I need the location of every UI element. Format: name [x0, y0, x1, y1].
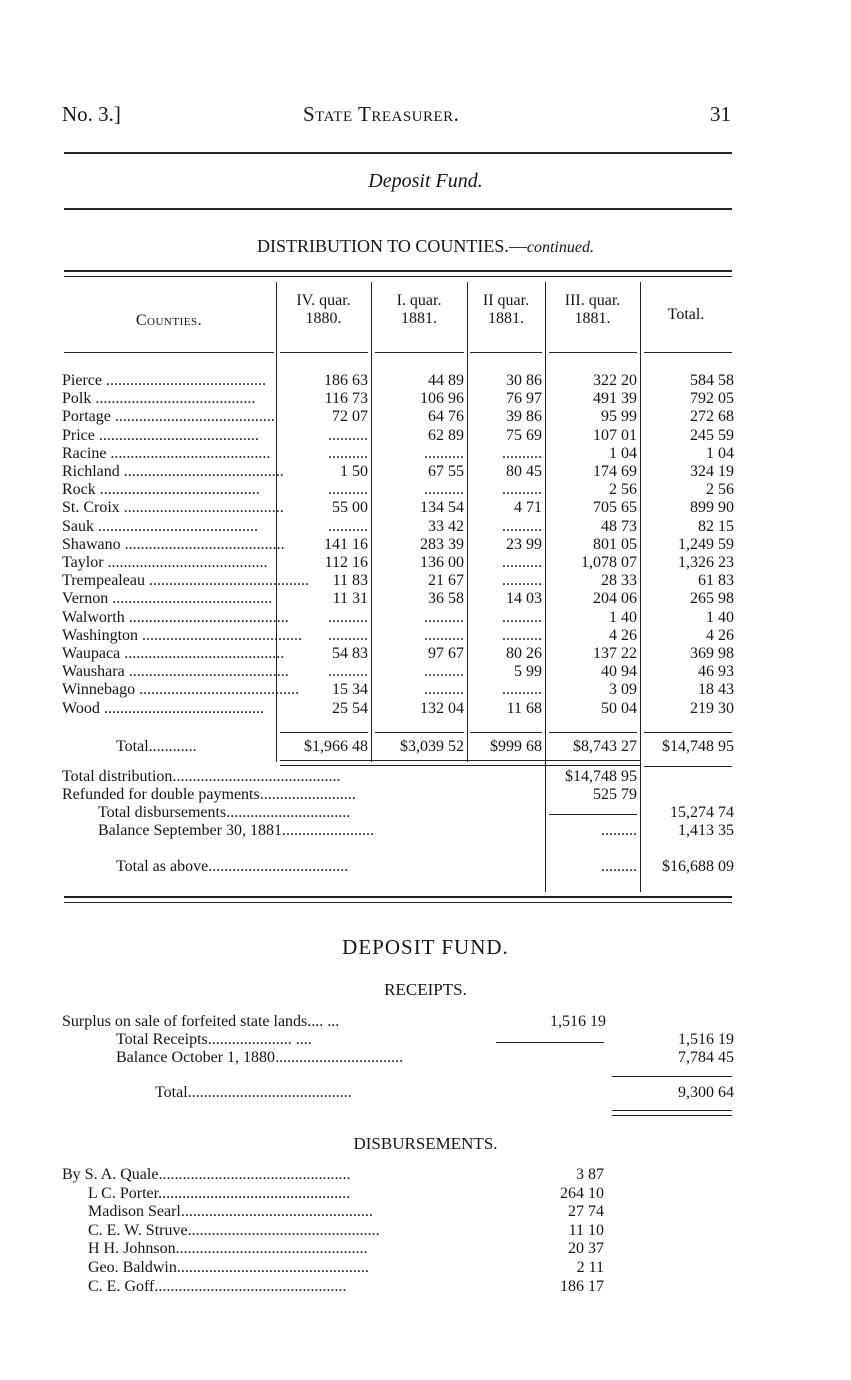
table-cell: 21 67: [428, 572, 464, 590]
col-header-q1-1881: [371, 292, 467, 328]
col-header-q2-1881: [467, 292, 545, 328]
table-cell: 14 03: [506, 590, 542, 608]
table-cell: 95 99: [601, 408, 637, 426]
total-grand: $14,748 95: [662, 738, 734, 755]
county-name: Vernon ........................................: [62, 590, 273, 608]
table-row: [0, 445, 851, 463]
col-header-line: I. quar.: [396, 292, 442, 309]
table-cell: 4 26: [609, 626, 637, 644]
table-cell: 1 40: [706, 608, 734, 626]
summary-balance-value: 1,413 35: [678, 822, 734, 839]
table-cell: 283 39: [420, 535, 464, 553]
table-cell: 36 58: [428, 590, 464, 608]
table-cell: 322 20: [593, 372, 637, 389]
summary-balance-leader: .........: [601, 822, 637, 839]
county-name: Waushara ........................................: [62, 663, 289, 681]
disbursement-value: 11 10: [568, 1221, 604, 1239]
receipts-rule: [496, 1042, 604, 1043]
county-name-text: Sauk: [62, 517, 94, 535]
county-name-text: Wood: [62, 699, 100, 717]
label-text: Surplus on sale of forfeited state lands: [62, 1013, 308, 1030]
total-receipts-label: Total Receipts..................... ....: [116, 1031, 312, 1048]
table-cell: 80 45: [506, 463, 542, 480]
table-row: [0, 609, 851, 627]
table-cell: 186 63: [324, 372, 368, 389]
county-name: Shawano ........................................: [62, 535, 285, 553]
county-name: Rock ........................................: [62, 481, 260, 499]
summary-total-distribution-label: Total distribution..........................................: [62, 768, 341, 785]
county-name: Taylor ........................................: [62, 554, 268, 571]
surplus-label: Surplus on sale of forfeited state lands.... ...: [62, 1013, 340, 1030]
summary-refunded-value: 525 79: [593, 786, 637, 803]
county-name: Wood ........................................: [62, 699, 264, 717]
disbursement-name-text: By S. A. Quale: [62, 1166, 159, 1183]
table-row: [0, 372, 851, 390]
label-text: Total Receipts: [116, 1031, 208, 1048]
table-cell: 48 73: [601, 517, 637, 535]
county-name-text: St. Croix: [62, 499, 120, 517]
table-cell: ..........: [502, 626, 542, 644]
table-row: [0, 645, 851, 663]
table-cell: 272 68: [690, 408, 734, 426]
deposit-fund-title: DEPOSIT FUND.: [342, 935, 509, 959]
col-header-line: III. quar.: [564, 292, 621, 309]
total-q1-1881: $3,039 52: [400, 738, 464, 755]
table-cell: 174 69: [593, 463, 637, 480]
table-cell: ..........: [328, 426, 368, 444]
col-header-total: Total.: [667, 306, 705, 323]
disbursement-name: L C. Porter................................................: [88, 1184, 351, 1202]
table-cell: 75 69: [506, 426, 542, 444]
table-cell: 106 96: [420, 390, 464, 408]
table-cell: ..........: [328, 481, 368, 499]
disbursement-name-text: Madison Searl: [88, 1203, 181, 1221]
county-name-text: Winnebago: [62, 681, 136, 699]
disbursement-name: By S. A. Quale................................................: [62, 1166, 351, 1183]
table-cell: 11 68: [506, 699, 542, 717]
table-cell: 369 98: [690, 645, 734, 662]
label-text: Total: [155, 1084, 188, 1101]
table-cell: 23 99: [506, 535, 542, 553]
county-name: Winnebago ........................................: [62, 681, 300, 699]
table-cell: 1 04: [706, 444, 734, 462]
table-cell: 50 04: [601, 699, 637, 717]
county-name: Price ........................................: [62, 426, 259, 444]
section-title: [0, 236, 851, 257]
table-cell: 265 98: [690, 590, 734, 608]
county-name-text: Waupaca: [62, 645, 121, 662]
table-row: [0, 408, 851, 426]
table-row: [0, 590, 851, 608]
table-cell: 491 39: [593, 390, 637, 408]
table-cell: 1 04: [609, 444, 637, 462]
summary-total-above-leader: .........: [601, 858, 637, 875]
table-row: [0, 627, 851, 645]
table-cell: 11 31: [332, 590, 368, 608]
disbursement-name-text: L C. Porter: [88, 1184, 159, 1202]
table-cell: ..........: [328, 663, 368, 681]
county-name: Richland ........................................: [62, 463, 284, 480]
table-cell: 2 56: [609, 481, 637, 499]
disbursement-value: 3 87: [576, 1166, 604, 1183]
label-text: Balance September 30, 1881: [98, 822, 282, 839]
table-cell: ..........: [424, 626, 464, 644]
table-cell: 245 59: [690, 426, 734, 444]
header-underline: [549, 352, 637, 353]
table-cell: 584 58: [690, 372, 734, 389]
table-bottom-rule-1: [64, 896, 732, 898]
table-cell: ..........: [328, 517, 368, 535]
summary-balance-label: Balance September 30, 1881.......................: [98, 822, 374, 839]
table-cell: 33 42: [428, 517, 464, 535]
table-cell: 76 97: [506, 390, 542, 408]
table-cell: 1 50: [340, 463, 368, 480]
table-cell: 25 54: [332, 699, 368, 717]
county-name: Portage ........................................: [62, 408, 275, 426]
county-name-text: Waushara: [62, 663, 125, 681]
label-text: Balance October 1, 1880: [116, 1049, 276, 1066]
table-cell: ..........: [424, 444, 464, 462]
table-top-rule-2: [64, 276, 732, 277]
table-cell: 324 19: [690, 463, 734, 480]
disbursement-name: H H. Johnson................................................: [88, 1240, 368, 1258]
table-cell: 15 34: [332, 681, 368, 699]
table-row: [0, 663, 851, 681]
total-q4-1880: $1,966 48: [304, 738, 368, 755]
table-cell: 204 06: [593, 590, 637, 608]
total-label: Total............: [116, 738, 197, 755]
disbursement-name: C. E. Goff................................................: [88, 1277, 347, 1295]
county-name-text: Rock: [62, 481, 96, 499]
disbursement-value: 20 37: [568, 1240, 604, 1258]
total-q3-1881: $8,743 27: [573, 738, 637, 755]
disbursement-value: 2 11: [576, 1259, 604, 1276]
header-underline: [375, 352, 464, 353]
table-row: [0, 572, 851, 590]
label-text: Total disbursements: [98, 804, 227, 821]
disbursement-name-text: C. E. Goff: [88, 1277, 155, 1295]
table-cell: 132 04: [420, 699, 464, 717]
table-row: [0, 463, 851, 481]
total-label-text: Total: [116, 738, 149, 755]
page-header-title: State Treasurer.: [303, 102, 460, 126]
table-row: [0, 681, 851, 699]
table-cell: 137 22: [593, 645, 637, 662]
table-cell: ..........: [502, 608, 542, 626]
county-name-text: Washington: [62, 626, 139, 644]
col-header-line: 1881.: [401, 310, 437, 327]
table-row: [0, 536, 851, 554]
page-header-left: No. 3.]: [62, 102, 121, 126]
table-cell: ..........: [424, 681, 464, 699]
receipts-total-rule: [612, 1076, 732, 1077]
table-cell: 219 30: [690, 699, 734, 717]
disbursement-value: 27 74: [568, 1203, 604, 1221]
county-name: Walworth ........................................: [62, 608, 289, 626]
label-text: Total distribution: [62, 768, 173, 785]
table-cell: ..........: [328, 608, 368, 626]
table-cell: ..........: [424, 481, 464, 499]
table-top-rule-1: [64, 270, 732, 272]
county-name-text: Racine: [62, 444, 107, 462]
table-cell: 61 83: [698, 572, 734, 590]
total-rule: [280, 732, 368, 733]
table-row: [0, 499, 851, 517]
table-cell: 3 09: [609, 681, 637, 699]
table-cell: 80 26: [506, 645, 542, 662]
county-name-text: Pierce: [62, 372, 102, 389]
table-cell: 792 05: [690, 390, 734, 408]
table-cell: 39 86: [506, 408, 542, 426]
total-double-rule: [280, 760, 640, 766]
total-rule: [375, 732, 464, 733]
table-row: [0, 481, 851, 499]
header-underline: [64, 352, 274, 353]
county-name-text: Vernon: [62, 590, 109, 608]
disbursement-name-text: Geo. Baldwin: [88, 1259, 177, 1276]
summary-total-above-value: $16,688 09: [662, 858, 734, 875]
table-cell: 1 40: [609, 608, 637, 626]
fund-title: Deposit Fund.: [368, 170, 483, 192]
county-name-text: Polk: [62, 390, 92, 408]
summary-total-disbursements-label: Total disbursements...............................: [98, 804, 351, 821]
county-name: Trempealeau ........................................: [62, 572, 309, 590]
disbursement-value: 186 17: [560, 1277, 604, 1295]
balance-oct-label: Balance October 1, 1880................................: [116, 1049, 404, 1066]
county-name: St. Croix ........................................: [62, 499, 284, 517]
table-cell: ..........: [328, 626, 368, 644]
county-name: Sauk ........................................: [62, 517, 258, 535]
receipts-title: RECEIPTS.: [384, 980, 467, 999]
county-name: Waupaca ........................................: [62, 645, 285, 662]
total-receipts-value: 1,516 19: [678, 1031, 734, 1048]
table-bottom-rule-2: [64, 902, 732, 903]
col-header-counties: Counties.: [135, 312, 203, 329]
disbursement-name: Geo. Baldwin................................................: [88, 1259, 369, 1276]
county-name-text: Walworth: [62, 608, 125, 626]
surplus-value: 1,516 19: [550, 1013, 606, 1030]
table-cell: 18 43: [698, 681, 734, 699]
summary-rule: [549, 814, 637, 815]
table-cell: ..........: [502, 517, 542, 535]
table-cell: ..........: [502, 554, 542, 571]
county-name-text: Price: [62, 426, 95, 444]
total-rule: [549, 732, 637, 733]
table-cell: 141 16: [324, 535, 368, 553]
table-cell: ..........: [424, 663, 464, 681]
header-underline: [280, 352, 368, 353]
table-cell: 5 99: [514, 663, 542, 681]
table-cell: 136 00: [420, 554, 464, 571]
table-cell: ..........: [502, 572, 542, 590]
disbursement-name-text: C. E. W. Struve: [88, 1221, 188, 1239]
header-underline: [470, 352, 542, 353]
table-row: [0, 554, 851, 572]
table-cell: 72 07: [332, 408, 368, 426]
header-underline: [644, 352, 732, 353]
county-name: Pierce ........................................: [62, 372, 266, 389]
table-cell: 64 76: [428, 408, 464, 426]
label-text: Total as above: [116, 858, 209, 875]
table-cell: 1,326 23: [678, 554, 734, 571]
table-cell: 801 05: [593, 535, 637, 553]
table-cell: ..........: [328, 444, 368, 462]
table-cell: 97 67: [428, 645, 464, 662]
county-name-text: Shawano: [62, 535, 121, 553]
summary-refunded-label: Refunded for double payments........................: [62, 786, 356, 803]
county-name: Racine ........................................: [62, 444, 271, 462]
table-cell: 62 89: [428, 426, 464, 444]
table-cell: 134 54: [420, 499, 464, 517]
table-cell: 705 65: [593, 499, 637, 517]
receipts-total-label: Total.........................................: [155, 1084, 352, 1101]
summary-total-distribution-value: $14,748 95: [565, 768, 637, 785]
section-title-suffix: continued.: [526, 239, 594, 256]
col-header-q3-1881: [545, 292, 640, 328]
table-row: [0, 518, 851, 536]
table-row: [0, 390, 851, 408]
section-title-main: DISTRIBUTION TO COUNTIES.—: [257, 236, 527, 256]
table-cell: 107 01: [593, 426, 637, 444]
table-cell: ..........: [502, 481, 542, 499]
balance-oct-value: 7,784 45: [678, 1049, 734, 1066]
summary-total-disbursements-value: 15,274 74: [670, 804, 734, 821]
title-rule: [64, 208, 732, 210]
col-header-line: IV. quar.: [296, 292, 351, 309]
table-cell: 899 90: [690, 499, 734, 517]
total-q2-1881: $999 68: [490, 738, 542, 755]
header-rule: [64, 152, 732, 154]
table-cell: 112 16: [324, 554, 368, 571]
table-row: [0, 427, 851, 445]
table-row: [0, 700, 851, 718]
disbursement-value: 264 10: [560, 1184, 604, 1202]
county-name-text: Richland: [62, 463, 120, 480]
disbursement-name: Madison Searl................................................: [88, 1203, 373, 1221]
table-cell: 46 93: [698, 663, 734, 681]
table-cell: 28 33: [601, 572, 637, 590]
table-cell: 4 26: [706, 626, 734, 644]
table-cell: 55 00: [332, 499, 368, 517]
col-header-line: 1881.: [574, 310, 611, 327]
table-cell: 4 71: [514, 499, 542, 517]
col-header-line: 1880.: [305, 310, 342, 327]
col-header-q4-1880: [276, 292, 371, 328]
county-name: Polk ........................................: [62, 390, 256, 408]
county-name-text: Taylor: [62, 554, 104, 571]
disbursements-title: DISBURSEMENTS.: [353, 1134, 498, 1153]
table-cell: 54 83: [332, 645, 368, 662]
table-cell: ..........: [502, 681, 542, 699]
col-header-line: 1881.: [488, 310, 524, 327]
receipts-total-value: 9,300 64: [678, 1084, 734, 1101]
total-rule: [470, 732, 542, 733]
county-name: Washington ........................................: [62, 626, 303, 644]
table-cell: 40 94: [601, 663, 637, 681]
county-name-text: Trempealeau: [62, 572, 145, 590]
table-cell: 116 73: [324, 390, 368, 408]
table-cell: 30 86: [506, 372, 542, 389]
table-cell: 1,249 59: [678, 535, 734, 553]
county-name-text: Portage: [62, 408, 111, 426]
table-cell: ..........: [424, 608, 464, 626]
total-rule: [644, 766, 732, 767]
receipts-double-rule: [612, 1110, 732, 1116]
disbursement-name-text: H H. Johnson: [88, 1240, 176, 1258]
disbursement-name: C. E. W. Struve................................................: [88, 1221, 380, 1239]
table-cell: ..........: [502, 444, 542, 462]
table-cell: 44 89: [428, 372, 464, 389]
table-cell: 1,078 07: [581, 554, 637, 571]
page-number: 31: [710, 102, 731, 126]
table-cell: 67 55: [428, 463, 464, 480]
col-header-line: II quar.: [482, 292, 530, 309]
table-cell: 82 15: [698, 517, 734, 535]
table-cell: 2 56: [706, 481, 734, 499]
total-rule: [644, 732, 732, 733]
summary-total-above-label: Total as above...................................: [116, 858, 349, 875]
table-cell: 11 83: [332, 572, 368, 590]
label-text: Refunded for double payments: [62, 786, 260, 803]
